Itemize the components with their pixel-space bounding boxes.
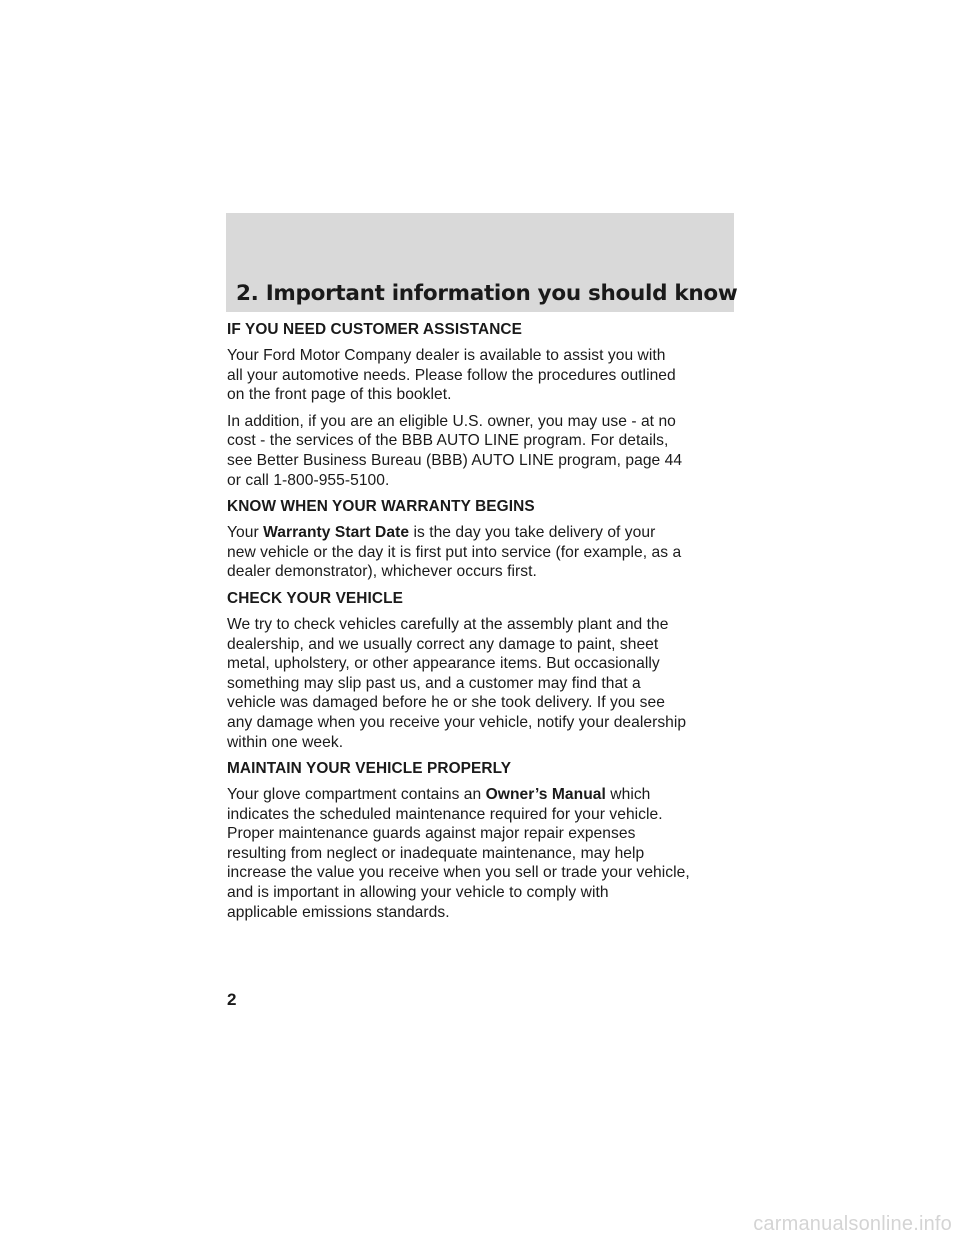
paragraph-check-vehicle <box>227 615 739 752</box>
text-run: Your <box>227 524 264 542</box>
text-line: indicates the scheduled maintenance required for your vehicle. <box>227 805 663 823</box>
text-line: vehicle was damaged before he or she took delivery. If you see <box>227 694 665 712</box>
paragraph-warranty-start-date <box>227 523 739 582</box>
text-line <box>227 785 739 805</box>
text-line: dealership, and we usually correct any damage to paint, sheet <box>227 635 659 653</box>
text-line: any damage when you receive your vehicle, notify your dealership <box>227 713 687 731</box>
heading-maintain-vehicle: MAINTAIN YOUR VEHICLE PROPERLY <box>227 760 512 778</box>
text-line: see Better Business Bureau (BBB) AUTO LINE program, page 44 <box>227 451 683 469</box>
text-run: is the day you take delivery of your <box>409 524 656 542</box>
term-warranty-start-date: Warranty Start Date <box>263 524 410 542</box>
heading-customer-assistance: IF YOU NEED CUSTOMER ASSISTANCE <box>227 321 522 338</box>
paragraph-maintain-vehicle <box>227 785 739 922</box>
text-line: on the front page of this booklet. <box>227 386 452 404</box>
text-line: applicable emissions standards. <box>227 903 450 921</box>
text-line: dealer demonstrator), whichever occurs first. <box>227 563 537 581</box>
paragraph-dealer-assistance <box>227 346 739 405</box>
section-title: 2. Important information you should know <box>236 281 738 306</box>
watermark: carmanualsonline.info <box>753 1213 952 1235</box>
text-line <box>227 523 739 543</box>
text-line: within one week. <box>227 733 344 751</box>
paragraph-bbb-auto-line <box>227 412 739 490</box>
section-header-band <box>226 213 738 312</box>
text-line: and is important in allowing your vehicle to comply with <box>227 884 609 902</box>
page-content <box>227 320 739 929</box>
text-line: In addition, if you are an eligible U.S. owner, you may use - at no <box>227 412 676 430</box>
page-number: 2 <box>227 990 237 1009</box>
text-line: Proper maintenance guards against major repair expenses <box>227 825 636 843</box>
text-run: Your glove compartment contains an <box>227 786 486 804</box>
text-line: cost - the services of the BBB AUTO LINE program. For details, <box>227 432 669 450</box>
text-line: new vehicle or the day it is first put into service (for example, as a <box>227 543 682 561</box>
heading-check-vehicle: CHECK YOUR VEHICLE <box>227 589 403 607</box>
text-line: metal, upholstery, or other appearance items. But occasionally <box>227 655 660 673</box>
text-line: resulting from neglect or inadequate maintenance, may help <box>227 844 645 862</box>
text-line: all your automotive needs. Please follow the procedures outlined <box>227 366 676 384</box>
heading-warranty-begins: KNOW WHEN YOUR WARRANTY BEGINS <box>227 498 535 516</box>
text-line: something may slip past us, and a customer may find that a <box>227 674 641 692</box>
term-owners-manual: Owner’s Manual <box>485 786 606 804</box>
text-line: increase the value you receive when you sell or trade your vehicle, <box>227 864 690 882</box>
text-run: which <box>605 786 651 804</box>
text-line: or call 1-800-955-5100. <box>227 471 390 489</box>
text-line: We try to check vehicles carefully at the assembly plant and the <box>227 615 669 633</box>
text-line: Your Ford Motor Company dealer is available to assist you with <box>227 347 666 364</box>
